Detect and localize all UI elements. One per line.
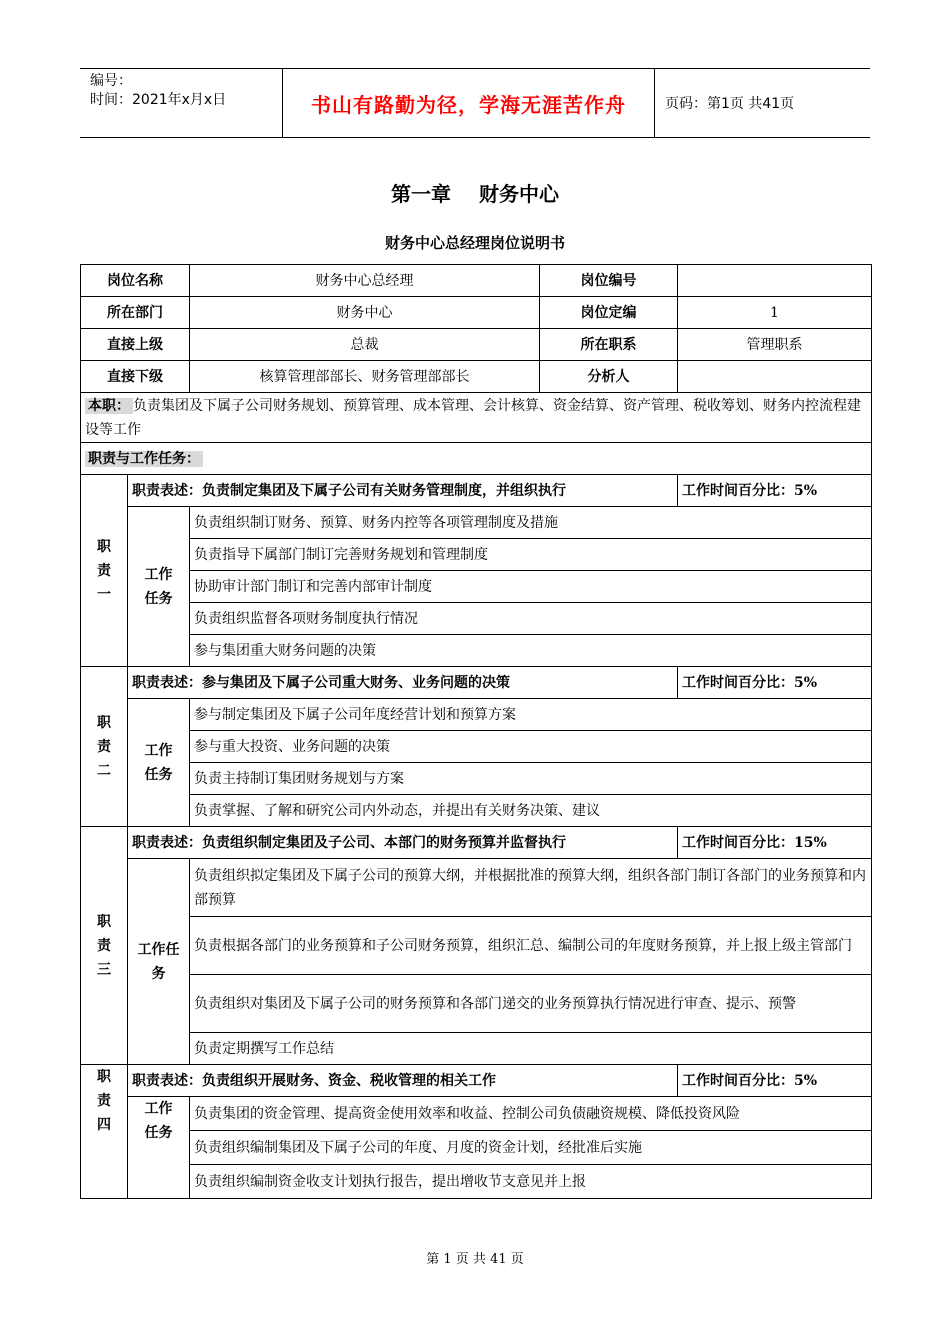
main-duty-text: 负责集团及下属子公司财务规划、预算管理、成本管理、会计核算、资金结算、资产管理、税收筹划、财务内控流程建设等工作 [85, 397, 861, 438]
task-item: 参与制定集团及下属子公司年度经营计划和预算方案 [190, 699, 872, 731]
page-info: 页码：第1页 共41页 [665, 96, 795, 112]
info-value: 1 [678, 297, 872, 329]
task-row [81, 1165, 872, 1199]
number-label: 编号： [90, 73, 132, 89]
tasks-heading-cell [81, 443, 872, 475]
info-row [81, 265, 872, 297]
task-item: 负责掌握、了解和研究公司内外动态，并提出有关财务决策、建议 [190, 795, 872, 827]
task-item: 协助审计部门制订和完善内部审计制度 [190, 571, 872, 603]
info-value: 管理职系 [678, 329, 872, 361]
info-label: 直接下级 [81, 361, 190, 393]
resp-label [81, 667, 128, 827]
resp-label-text: 职责三 [97, 913, 111, 978]
task-item: 负责组织监督各项财务制度执行情况 [190, 603, 872, 635]
job-description-table [80, 264, 872, 1199]
info-value: 财务中心总经理 [190, 265, 540, 297]
resp-label-text: 职责四 [97, 1069, 111, 1133]
task-item: 负责组织制订财务、预算、财务内控等各项管理制度及措施 [190, 507, 872, 539]
main-duty [81, 393, 872, 443]
info-label: 分析人 [540, 361, 678, 393]
resp-desc: 职责表述：负责组织开展财务、资金、税收管理的相关工作 [128, 1065, 678, 1097]
info-row [81, 297, 872, 329]
resp-percentage: 工作时间百分比：5% [678, 475, 872, 507]
tasks-heading-row [81, 443, 872, 475]
task-label-text: 工作任务 [137, 941, 180, 982]
task-item: 参与集团重大财务问题的决策 [190, 635, 872, 667]
header-meta [80, 69, 283, 137]
resp-desc: 职责表述：负责组织制定集团及子公司、本部门的财务预算并监督执行 [128, 827, 678, 859]
resp-percentage: 工作时间百分比：5% [678, 667, 872, 699]
task-item: 负责组织编制资金收支计划执行报告，提出增收节支意见并上报 [190, 1165, 872, 1199]
task-item: 负责组织编制集团及下属子公司的年度、月度的资金计划，经批准后实施 [190, 1131, 872, 1165]
document-title: 财务中心总经理岗位说明书 [384, 234, 565, 252]
info-value [678, 265, 872, 297]
task-item: 负责集团的资金管理、提高资金使用效率和收益、控制公司负债融资规模、降低投资风险 [190, 1097, 872, 1131]
info-label: 岗位名称 [81, 265, 190, 297]
info-label: 岗位定编 [540, 297, 678, 329]
task-row [81, 1097, 872, 1131]
task-row [81, 917, 872, 975]
task-row [81, 1131, 872, 1165]
task-row [81, 859, 872, 917]
info-label: 所在部门 [81, 297, 190, 329]
task-item: 负责主持制订集团财务规划与方案 [190, 763, 872, 795]
task-item: 负责根据各部门的业务预算和子公司财务预算，组织汇总、编制公司的年度财务预算，并上报上级主管部门 [190, 917, 872, 975]
task-row [81, 507, 872, 539]
task-label [128, 1097, 190, 1199]
resp-percentage: 工作时间百分比：5% [678, 1065, 872, 1097]
chapter-title [0, 178, 950, 207]
info-label: 岗位编号 [540, 265, 678, 297]
task-label [128, 699, 190, 827]
resp-desc-row [81, 827, 872, 859]
resp-label-text: 职责一 [97, 538, 111, 603]
task-item: 负责组织对集团及下属子公司的财务预算和各部门递交的业务预算执行情况进行审查、提示、预警 [190, 975, 872, 1033]
task-row [81, 795, 872, 827]
task-item: 负责定期撰写工作总结 [190, 1033, 872, 1065]
tasks-heading: 职责与工作任务： [85, 451, 203, 467]
task-label [128, 507, 190, 667]
task-row [81, 539, 872, 571]
task-row [81, 975, 872, 1033]
resp-percentage: 工作时间百分比：15% [678, 827, 872, 859]
task-row [81, 763, 872, 795]
main-duty-row [81, 393, 872, 443]
resp-label [81, 1065, 128, 1199]
task-item: 参与重大投资、业务问题的决策 [190, 731, 872, 763]
info-label: 直接上级 [81, 329, 190, 361]
task-label [128, 859, 190, 1065]
task-row [81, 603, 872, 635]
resp-label [81, 475, 128, 667]
info-value: 财务中心 [190, 297, 540, 329]
main-duty-label: 本职： [85, 398, 133, 414]
task-row [81, 1033, 872, 1065]
resp-desc-row [81, 667, 872, 699]
resp-label-text: 职责二 [97, 714, 111, 779]
task-row [81, 635, 872, 667]
chapter-number: 第一章 [391, 182, 451, 206]
task-row [81, 571, 872, 603]
task-item: 负责指导下属部门制订完善财务规划和管理制度 [190, 539, 872, 571]
info-value: 总裁 [190, 329, 540, 361]
resp-desc-row [81, 1065, 872, 1097]
task-item: 负责组织拟定集团及下属子公司的预算大纲，并根据批准的预算大纲，组织各部门制订各部门的业务预算和内部预算 [190, 859, 872, 917]
task-label-text: 工作任务 [144, 742, 173, 783]
date-label: 时间：2021年x月x日 [90, 92, 227, 108]
resp-desc-row [81, 475, 872, 507]
info-label: 所在职系 [540, 329, 678, 361]
info-row [81, 329, 872, 361]
page-footer: 第 1 页 共 41 页 [426, 1252, 524, 1267]
info-value: 核算管理部部长、财务管理部部长 [190, 361, 540, 393]
resp-label [81, 827, 128, 1065]
task-label-text: 工作任务 [144, 1101, 173, 1141]
info-value [678, 361, 872, 393]
info-row [81, 361, 872, 393]
task-row [81, 731, 872, 763]
resp-desc: 职责表述：参与集团及下属子公司重大财务、业务问题的决策 [128, 667, 678, 699]
chapter-name: 财务中心 [479, 182, 559, 206]
task-row [81, 699, 872, 731]
resp-desc: 职责表述：负责制定集团及下属子公司有关财务管理制度，并组织执行 [128, 475, 678, 507]
document-header [80, 68, 870, 138]
motto: 书山有路勤为径，学海无涯苦作舟 [283, 69, 655, 137]
task-label-text: 工作任务 [144, 566, 173, 607]
